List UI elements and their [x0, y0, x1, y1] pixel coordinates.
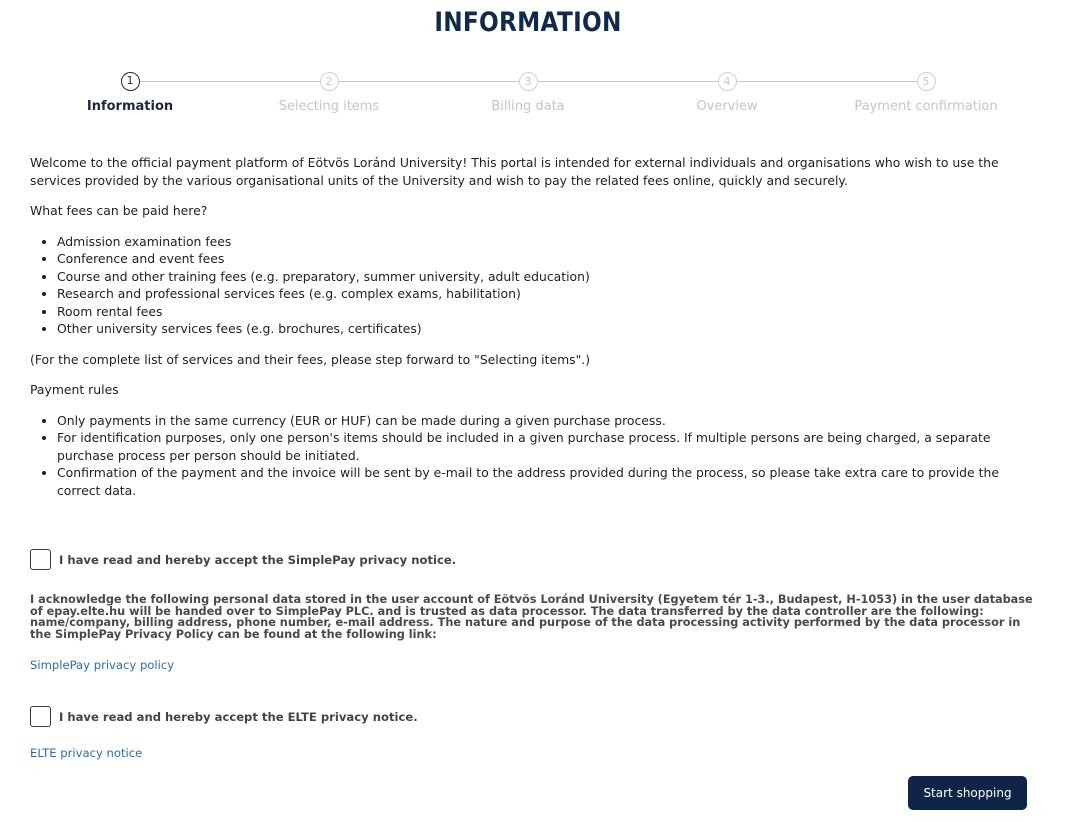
- elte-consent-checkbox[interactable]: [30, 706, 51, 727]
- info-content: [30, 154, 1030, 512]
- step-payment-confirmation: [826, 70, 1026, 114]
- simplepay-privacy-policy-link[interactable]: SimplePay privacy policy: [30, 658, 175, 672]
- elte-consent-label: I have read and hereby accept the ELTE privacy notice.: [59, 709, 418, 724]
- list-item: • Conference and event fees: [57, 250, 1030, 268]
- start-shopping-button[interactable]: Start shopping: [908, 776, 1027, 810]
- step-number: 4: [718, 72, 737, 91]
- list-item: • For identification purposes, only one person's items should be included in a given purchase process. If multiple persons are being charged, a separate purchase process per person should be initiated.: [57, 429, 1030, 464]
- fees-list: [57, 233, 1030, 338]
- list-item: • Only payments in the same currency (EUR or HUF) can be made during a given purchase process.: [57, 412, 1030, 430]
- elte-privacy-notice-link[interactable]: ELTE privacy notice: [30, 746, 143, 760]
- elte-consent: [30, 706, 418, 727]
- fees-heading: What fees can be paid here?: [30, 203, 208, 218]
- step-number: 3: [519, 72, 538, 91]
- step-label: Information: [86, 99, 174, 114]
- list-item: • Room rental fees: [57, 303, 1030, 321]
- progress-stepper: [30, 70, 1026, 120]
- simplepay-consent: [30, 549, 456, 570]
- step-number: 1: [121, 72, 140, 91]
- step-label: Overview: [696, 99, 758, 114]
- list-item: • Research and professional services fees (e.g. complex exams, habilitation): [57, 285, 1030, 303]
- list-item: • Admission examination fees: [57, 233, 1030, 251]
- data-transfer-acknowledgement: I acknowledge the following personal data stored in the user account of Eötvös Loránd University (Egyetem tér 1-3., Budapest, H-1053) in the user database of epay.elte.hu will be handed over to SimplePay PLC. and is trusted as data processor. The data transferred by the data controller are the following: name/company, billing address, phone number, e-mail address. The nature and purpose of the data processing activity performed by the data processor in the SimplePay Privacy Policy can be found at the following link:: [30, 593, 1033, 641]
- page-title: INFORMATION: [434, 7, 622, 38]
- step-number: 2: [320, 72, 339, 91]
- list-item: • Course and other training fees (e.g. preparatory, summer university, adult education): [57, 268, 1030, 286]
- simplepay-consent-label: I have read and hereby accept the SimplePay privacy notice.: [59, 552, 457, 567]
- step-label: Selecting items: [278, 99, 380, 114]
- complete-list-note: (For the complete list of services and their fees, please step forward to "Selecting items".): [30, 351, 591, 367]
- step-billing-data: [428, 70, 628, 114]
- simplepay-consent-checkbox[interactable]: [30, 549, 51, 570]
- step-information: [30, 70, 230, 114]
- step-number: 5: [917, 72, 936, 91]
- rules-heading: Payment rules: [30, 382, 119, 397]
- welcome-text: Welcome to the official payment platform of Eötvös Loránd University! This portal is intended for external individuals and organisations who wish to use the services provided by the various organisational units of the University and wish to pay the related fees online, quickly and securely.: [30, 155, 999, 188]
- list-item: • Other university services fees (e.g. brochures, certificates): [57, 320, 1030, 338]
- step-selecting-items: [229, 70, 429, 114]
- step-overview: [627, 70, 827, 114]
- step-label: Billing data: [491, 99, 565, 114]
- list-item: • Confirmation of the payment and the invoice will be sent by e-mail to the address provided during the process, so please take extra care to provide the correct data.: [57, 464, 1030, 499]
- step-label: Payment confirmation: [854, 99, 998, 114]
- rules-list: [57, 412, 1030, 500]
